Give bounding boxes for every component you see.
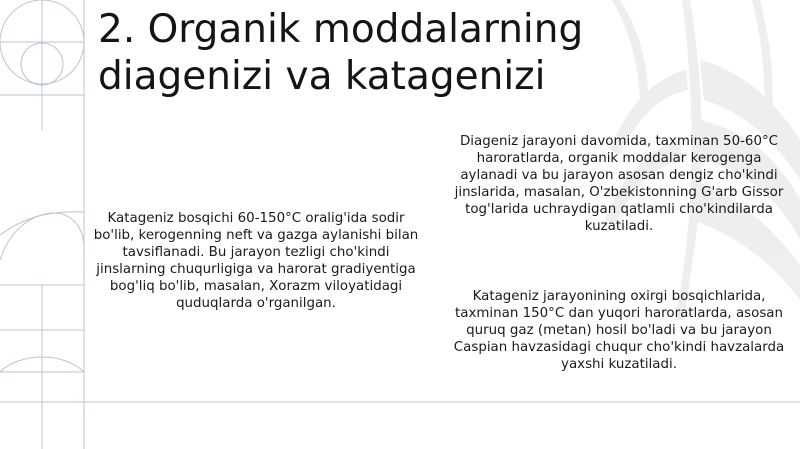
title-line-2: diagenizi va katagenizi — [98, 54, 546, 99]
paragraph-diageniz: Diageniz jarayoni davomida, taxminan 50-60°C haroratlarda, organik moddalar kerogenga aylanadi va bu jarayon asosan dengiz cho'kindi jinslarida, masalan, O'zbekistonning G'arb Gissor tog'larida uchraydigan qatlamli cho'kindilarda kuzatiladi. — [454, 134, 784, 234]
paragraph-katageniz-final: Katageniz jarayonining oxirgi bosqichlarida, taxminan 150°C dan yuqori haroratlarda, asosan quruq gaz (metan) hosil bo'ladi va bu jarayon Caspian havzasidagi chuqur cho'kindi havzalarda yaxshi kuzatiladi. — [453, 289, 785, 372]
slide-title — [98, 6, 778, 100]
title-line-1: 2. Organik moddalarning — [98, 7, 584, 52]
paragraph-katageniz: Katageniz bosqichi 60-150°C oralig'ida sodir bo'lib, kerogenning neft va gazga aylanishi bilan tavsiflanadi. Bu jarayon tezligi cho'kindi jinslarning chuqurligiga va harorat gradiyentiga bog'liq bo'lib, masalan, Xorazm viloyatidagi quduqlarda o'rganilgan. — [93, 211, 419, 311]
